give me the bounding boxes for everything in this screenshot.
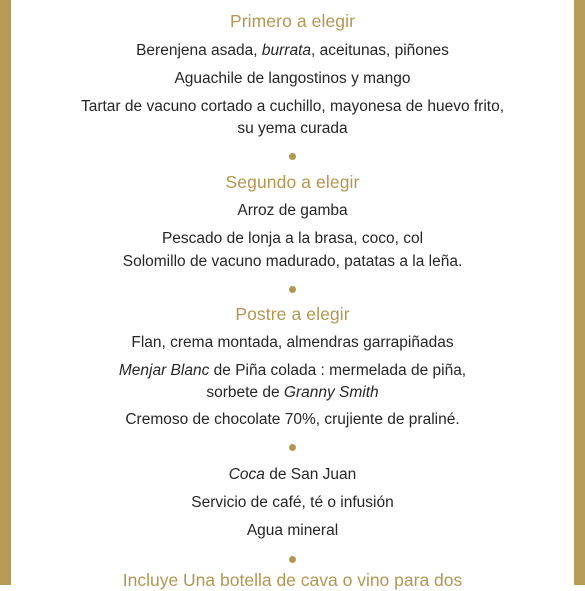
separator-dot: [289, 556, 296, 563]
menu-item-cremoso: Cremoso de chocolate 70%, crujiente de praliné.: [125, 411, 460, 428]
menu-item-pescado: Pescado de lonja a la brasa, coco, col: [161, 230, 424, 247]
menu: [11, 0, 574, 590]
section-title-primero: Primero a elegir: [229, 11, 356, 31]
section-title-segundo: Segundo a elegir: [225, 172, 360, 192]
menu-item-flan: Flan, crema montada, almendras garrapiñadas: [131, 334, 454, 351]
extra-item-coca: Coca de San Juan: [228, 466, 357, 483]
menu-item-aguachile: Aguachile de langostinos y mango: [174, 70, 411, 87]
extra-item-agua: Agua mineral: [246, 522, 339, 539]
footer-note: Incluye Una botella de cava o vino para dos: [122, 570, 463, 590]
menu-item-arroz: Arroz de gamba: [237, 202, 348, 219]
left-gold-border: [0, 0, 11, 585]
section-title-postre: Postre a elegir: [235, 304, 350, 324]
menu-item-berenjena: Berenjena asada, burrata, aceitunas, piñones: [136, 42, 449, 59]
menu-item-tartar: Tartar de vacuno cortado a cuchillo, mayonesa de huevo frito, su yema curada: [80, 98, 505, 137]
menu-item-menjar-blanc: Menjar Blanc de Piña colada : mermelada de piña, sorbete de Granny Smith: [118, 362, 467, 401]
separator-dot: [289, 153, 296, 160]
separator-dot: [289, 286, 296, 293]
right-gold-border: [574, 0, 585, 585]
extra-item-cafe: Servicio de café, té o infusión: [191, 494, 394, 511]
separator-dot: [289, 444, 296, 451]
menu-item-solomillo: Solomillo de vacuno madurado, patatas a la leña.: [122, 253, 463, 270]
